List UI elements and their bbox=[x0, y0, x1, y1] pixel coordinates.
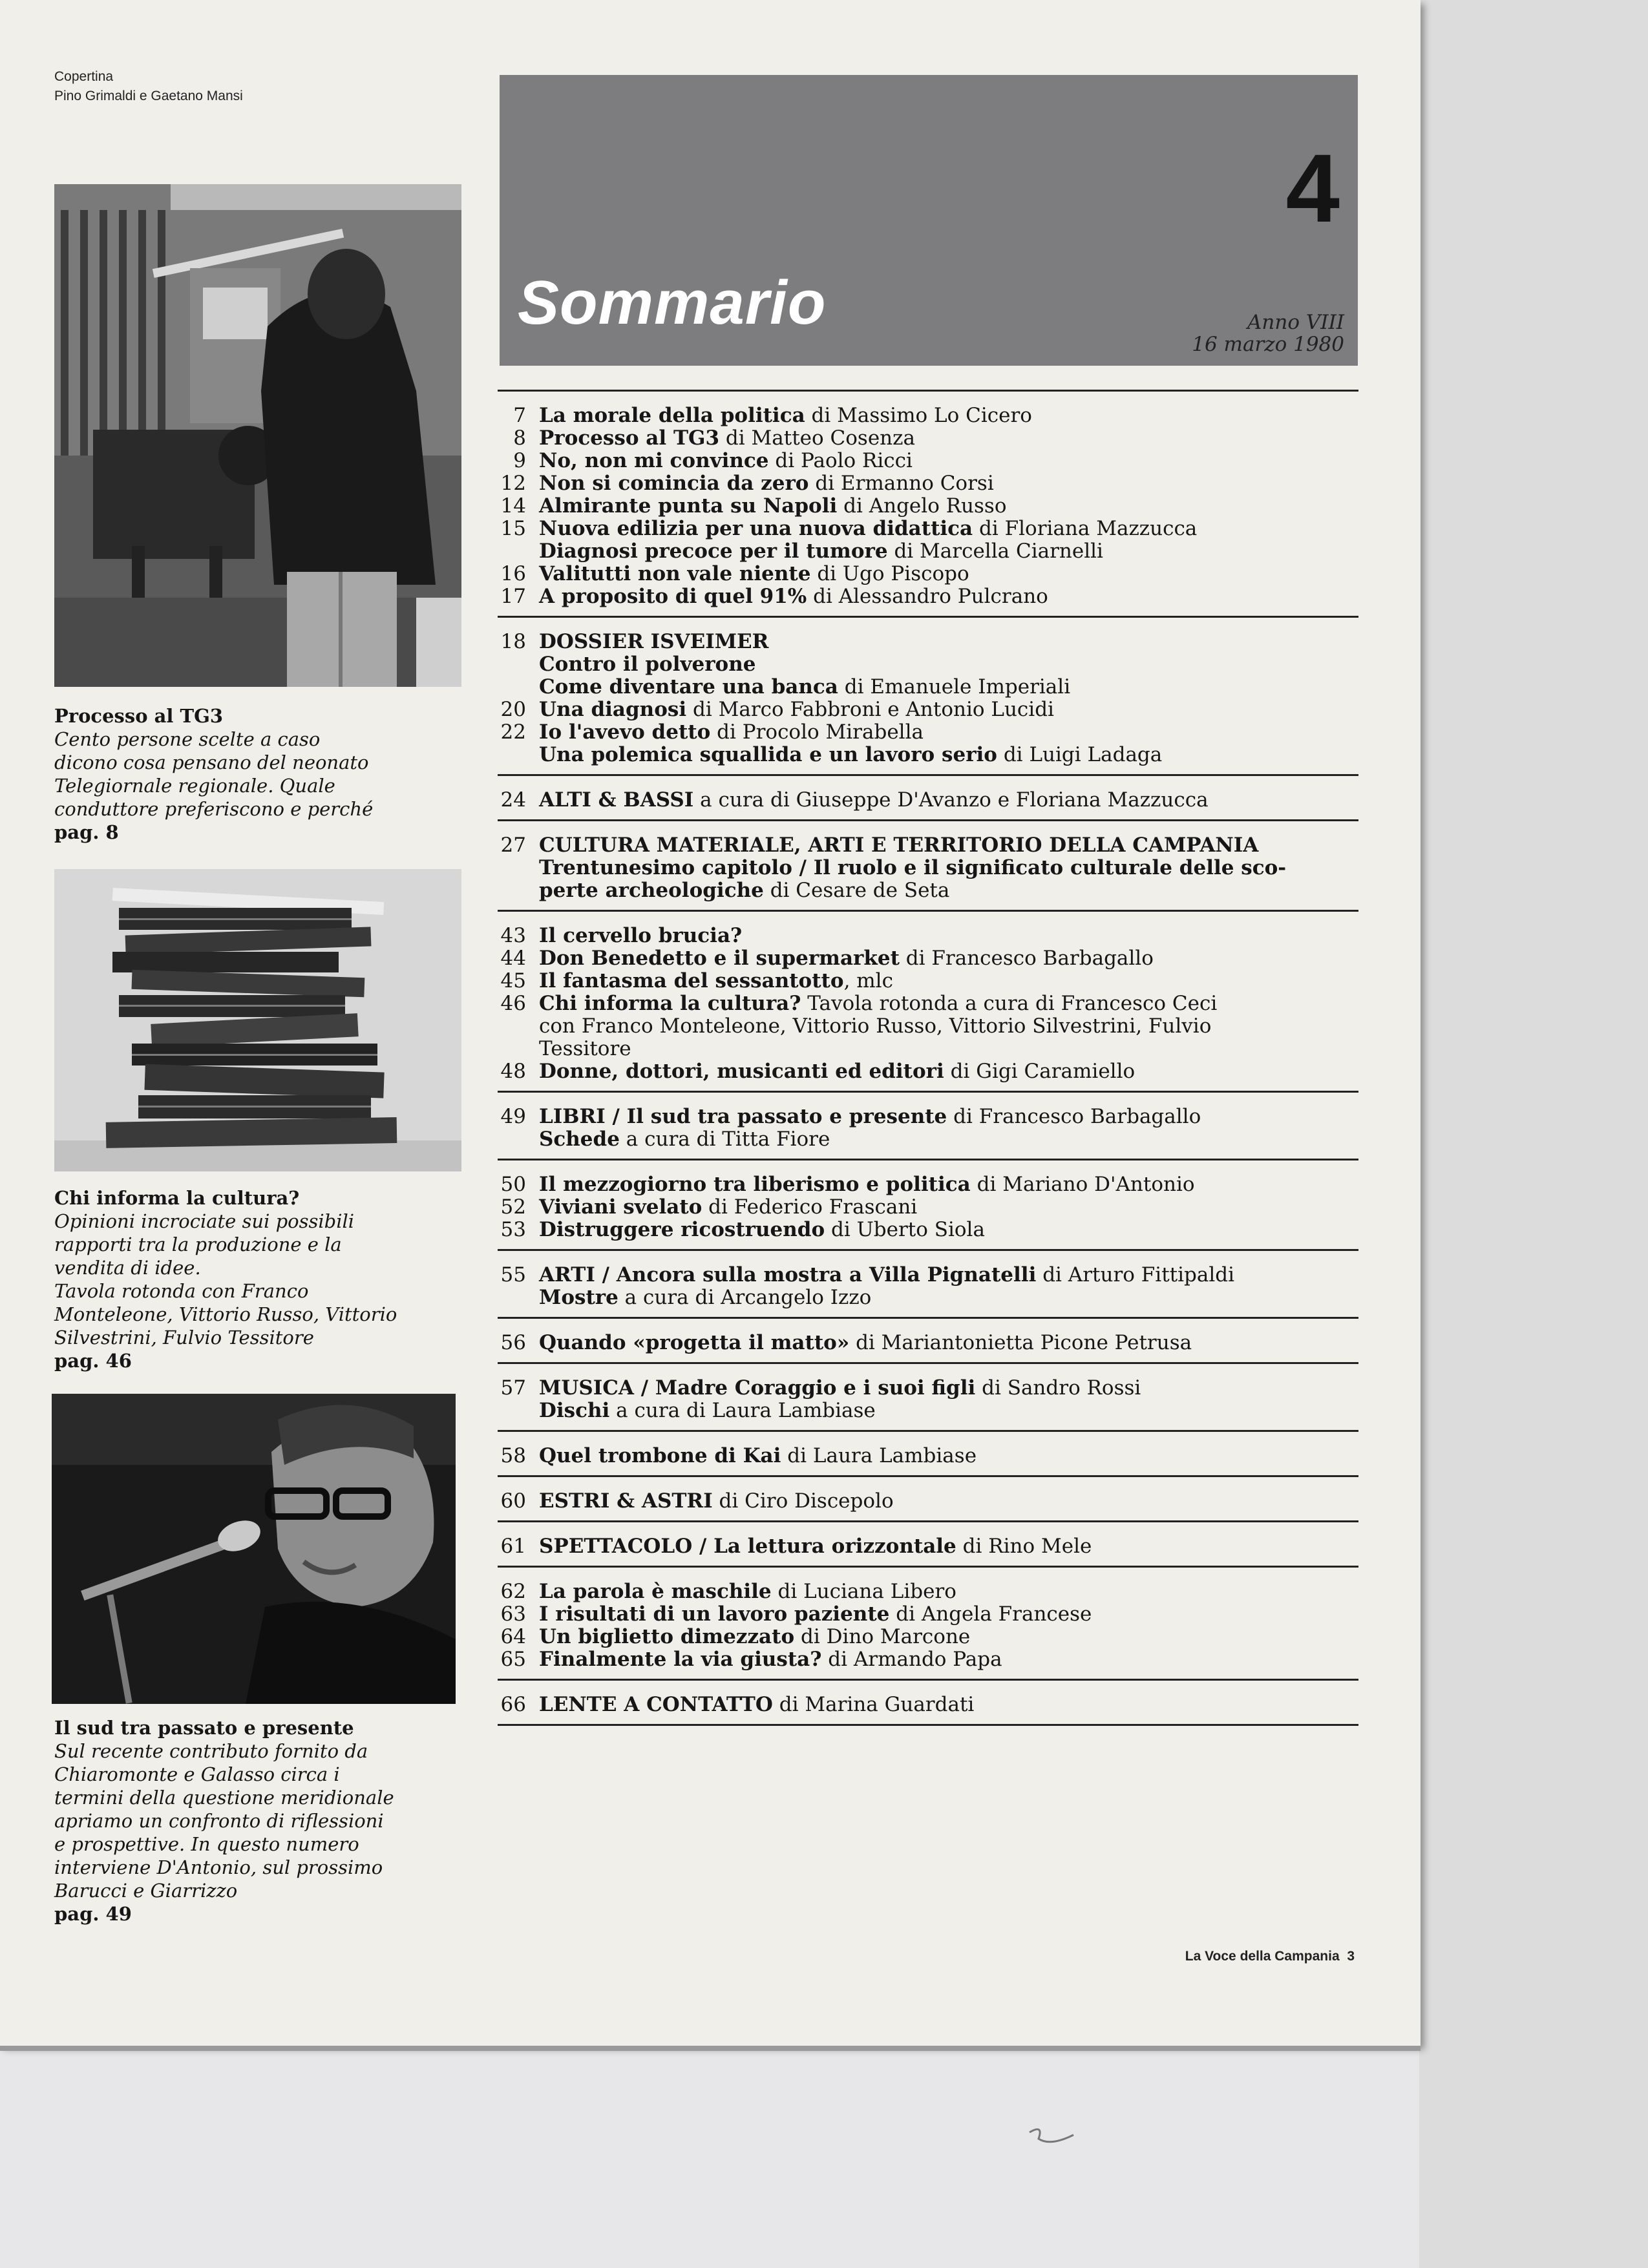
toc-entry bbox=[498, 1196, 1358, 1219]
toc-page-number: 44 bbox=[500, 947, 526, 970]
toc-section bbox=[498, 616, 1358, 774]
cover-credit bbox=[54, 67, 243, 106]
toc-article-title: Il mezzogiorno tra liberismo e politica bbox=[539, 1173, 971, 1196]
toc-section bbox=[498, 1362, 1358, 1430]
toc-entry bbox=[498, 1038, 1358, 1060]
toc-entry bbox=[498, 1535, 1358, 1558]
toc-entry bbox=[498, 925, 1358, 947]
toc-page-number: 55 bbox=[500, 1263, 526, 1286]
toc-article-title: Il cervello brucia? bbox=[539, 924, 743, 947]
toc-text bbox=[539, 404, 1358, 427]
caption-body-line: Opinioni incrociate sui possibili bbox=[54, 1210, 355, 1232]
toc-article-title: Chi informa la cultura? bbox=[539, 992, 801, 1015]
toc-article-title: Dischi bbox=[539, 1399, 610, 1422]
toc-page-number bbox=[498, 1286, 539, 1309]
toc-text bbox=[539, 925, 1358, 947]
toc-author: di Mariantonietta Picone Petrusa bbox=[849, 1331, 1192, 1354]
toc-author: di Marco Fabbroni e Antonio Lucidi bbox=[686, 698, 1054, 721]
caption-body-line: dicono cosa pensano del neonato bbox=[54, 751, 369, 773]
toc-text bbox=[539, 1173, 1358, 1196]
toc-article-title: Finalmente la via giusta? bbox=[539, 1648, 822, 1671]
toc-text bbox=[539, 834, 1358, 857]
toc-author: di Floriana Mazzucca bbox=[973, 517, 1198, 540]
toc-text bbox=[539, 1490, 1358, 1513]
toc-author: di Armando Papa bbox=[821, 1648, 1002, 1671]
toc-article-title: Schede bbox=[539, 1128, 620, 1151]
toc-article-title: Donne, dottori, musicanti ed editori bbox=[539, 1060, 944, 1083]
toc-section bbox=[498, 1566, 1358, 1679]
toc-author: a cura di Titta Fiore bbox=[619, 1128, 830, 1151]
toc-page-number bbox=[498, 653, 539, 676]
toc-section bbox=[498, 390, 1358, 616]
toc-text bbox=[539, 1648, 1358, 1671]
issue-number: 4 bbox=[1285, 134, 1340, 242]
toc-text bbox=[539, 1286, 1358, 1309]
toc-author: di Matteo Cosenza bbox=[719, 426, 915, 450]
speaker-photo bbox=[52, 1394, 456, 1704]
toc-author: di Massimo Lo Cicero bbox=[805, 404, 1032, 427]
caption-title: Chi informa la cultura? bbox=[54, 1187, 300, 1209]
toc-author: di Paolo Ricci bbox=[768, 449, 913, 472]
toc-text bbox=[539, 1694, 1358, 1716]
table-of-contents bbox=[498, 390, 1358, 1726]
toc-text bbox=[539, 631, 1358, 653]
toc-page-number bbox=[498, 540, 539, 563]
toc-article-title: Quando «progetta il matto» bbox=[539, 1331, 850, 1354]
toc-page-number: 49 bbox=[500, 1105, 526, 1128]
toc-author: di Francesco Barbagallo bbox=[899, 947, 1154, 970]
caption-page-ref: pag. 46 bbox=[54, 1350, 132, 1372]
toc-author: di Luciana Libero bbox=[771, 1580, 956, 1603]
toc-text bbox=[539, 1377, 1358, 1400]
toc-page-number: 48 bbox=[500, 1060, 526, 1083]
toc-page-number: 66 bbox=[500, 1693, 526, 1716]
tv-studio-photo bbox=[54, 184, 461, 687]
toc-author: di Cesare de Seta bbox=[763, 879, 950, 902]
toc-text bbox=[539, 585, 1358, 608]
toc-page-number: 53 bbox=[500, 1218, 526, 1241]
toc-article-title: Come diventare una banca bbox=[539, 675, 838, 698]
toc-article-title: Distruggere ricostruendo bbox=[539, 1218, 825, 1241]
toc-article-title: ESTRI & ASTRI bbox=[539, 1489, 713, 1513]
toc-entry bbox=[498, 585, 1358, 608]
toc-entry bbox=[498, 1580, 1358, 1603]
toc-page-number: 16 bbox=[500, 562, 526, 585]
toc-page-number: 15 bbox=[500, 517, 526, 540]
toc-text bbox=[539, 1060, 1358, 1083]
caption-body-line: conduttore preferiscono e perché bbox=[54, 798, 374, 820]
toc-page-number: 65 bbox=[500, 1648, 526, 1671]
toc-text bbox=[539, 1264, 1358, 1286]
page-edge bbox=[0, 2046, 1421, 2051]
toc-text bbox=[539, 1535, 1358, 1558]
toc-page-number: 8 bbox=[513, 426, 526, 450]
caption-page-ref: pag. 49 bbox=[54, 1903, 132, 1925]
caption-body-line: interviene D'Antonio, sul prossimo bbox=[54, 1856, 383, 1878]
toc-text bbox=[539, 1580, 1358, 1603]
toc-entry bbox=[498, 1626, 1358, 1648]
toc-text bbox=[539, 1626, 1358, 1648]
toc-author: di Ciro Discepolo bbox=[712, 1489, 894, 1513]
caption-body-line: Silvestrini, Fulvio Tessitore bbox=[54, 1327, 314, 1349]
toc-section bbox=[498, 1679, 1358, 1724]
toc-text bbox=[539, 1219, 1358, 1241]
toc-page-number: 57 bbox=[500, 1376, 526, 1400]
toc-author: , mlc bbox=[843, 969, 893, 992]
toc-text bbox=[539, 1038, 1358, 1060]
toc-page-number bbox=[498, 1400, 539, 1422]
toc-text bbox=[539, 450, 1358, 472]
toc-page-number: 14 bbox=[500, 494, 526, 518]
issue-year: Anno VIII bbox=[1247, 311, 1344, 334]
toc-author: di Mariano D'Antonio bbox=[970, 1173, 1195, 1196]
caption-body-line: vendita di idee. bbox=[54, 1257, 201, 1279]
caption-cultura bbox=[54, 1186, 468, 1372]
toc-page-number: 64 bbox=[500, 1625, 526, 1648]
toc-end-rule bbox=[498, 1724, 1358, 1726]
toc-author: Tessitore bbox=[539, 1037, 631, 1060]
toc-page-number: 62 bbox=[500, 1580, 526, 1603]
toc-text bbox=[539, 1400, 1358, 1422]
toc-page-number bbox=[498, 1015, 539, 1038]
toc-article-title: Non si comincia da zero bbox=[539, 472, 809, 495]
toc-article-title: Diagnosi precoce per il tumore bbox=[539, 540, 888, 563]
toc-page-number: 45 bbox=[500, 969, 526, 992]
toc-entry bbox=[498, 1173, 1358, 1196]
toc-article-title: Nuova edilizia per una nuova didattica bbox=[539, 517, 973, 540]
toc-text bbox=[539, 744, 1358, 766]
caption-sud bbox=[54, 1716, 468, 1926]
toc-page-number: 24 bbox=[500, 788, 526, 812]
toc-text bbox=[539, 721, 1358, 744]
toc-article-title: Una polemica squallida e un lavoro serio bbox=[539, 743, 997, 766]
toc-page-number bbox=[498, 744, 539, 766]
toc-entry bbox=[498, 1377, 1358, 1400]
toc-section bbox=[498, 1249, 1358, 1317]
toc-article-title: Almirante punta su Napoli bbox=[539, 494, 838, 518]
toc-text bbox=[539, 789, 1358, 812]
toc-entry bbox=[498, 1445, 1358, 1467]
caption-body-line: Telegiornale regionale. Quale bbox=[54, 775, 335, 797]
toc-author: di Dino Marcone bbox=[794, 1625, 971, 1648]
toc-text bbox=[539, 563, 1358, 585]
toc-text bbox=[539, 857, 1358, 879]
caption-body-line: e prospettive. In questo numero bbox=[54, 1833, 359, 1855]
toc-section bbox=[498, 1520, 1358, 1566]
toc-author: di Marina Guardati bbox=[772, 1693, 975, 1716]
toc-page-number: 43 bbox=[500, 924, 526, 947]
toc-author: di Ermanno Corsi bbox=[808, 472, 994, 495]
toc-entry bbox=[498, 631, 1358, 653]
toc-entry bbox=[498, 540, 1358, 563]
toc-author: a cura di Arcangelo Izzo bbox=[618, 1286, 872, 1309]
toc-author: con Franco Monteleone, Vittorio Russo, Vittorio Silvestrini, Fulvio bbox=[539, 1014, 1212, 1038]
toc-page-number: 9 bbox=[513, 449, 526, 472]
toc-author: di Federico Frascani bbox=[702, 1195, 918, 1219]
toc-article-title: No, non mi convince bbox=[539, 449, 769, 472]
toc-entry bbox=[498, 1128, 1358, 1151]
toc-section bbox=[498, 774, 1358, 819]
toc-page-number: 46 bbox=[500, 992, 526, 1015]
toc-author: di Marcella Ciarnelli bbox=[887, 540, 1103, 563]
toc-section bbox=[498, 910, 1358, 1091]
caption-body-line: Chiaromonte e Galasso circa i bbox=[54, 1763, 340, 1785]
toc-author: Tavola rotonda a cura di Francesco Ceci bbox=[801, 992, 1218, 1015]
toc-text bbox=[539, 540, 1358, 563]
toc-article-title: Quel trombone di Kai bbox=[539, 1444, 781, 1467]
toc-article-title: I risultati di un lavoro paziente bbox=[539, 1602, 890, 1626]
toc-page-number bbox=[498, 1038, 539, 1060]
toc-entry bbox=[498, 563, 1358, 585]
toc-author: di Angela Francese bbox=[889, 1602, 1092, 1626]
issue-date bbox=[1192, 311, 1344, 355]
toc-text bbox=[539, 472, 1358, 495]
toc-author: di Uberto Siola bbox=[825, 1218, 985, 1241]
toc-author: di Francesco Barbagallo bbox=[947, 1105, 1201, 1128]
toc-text bbox=[539, 676, 1358, 698]
toc-page-number bbox=[498, 676, 539, 698]
toc-entry bbox=[498, 1219, 1358, 1241]
toc-author: di Rino Mele bbox=[956, 1535, 1092, 1558]
page-footer bbox=[1185, 1949, 1355, 1964]
caption-body-line: termini della questione meridionale bbox=[54, 1787, 394, 1809]
toc-article-title: perte archeologiche bbox=[539, 879, 764, 902]
toc-page-number: 50 bbox=[500, 1173, 526, 1196]
toc-page-number: 17 bbox=[500, 585, 526, 608]
toc-page-number: 18 bbox=[500, 630, 526, 653]
toc-page-number bbox=[498, 879, 539, 902]
toc-entry bbox=[498, 518, 1358, 540]
toc-text bbox=[539, 992, 1358, 1015]
caption-body-line: Sul recente contributo fornito da bbox=[54, 1740, 368, 1762]
toc-text bbox=[539, 1332, 1358, 1354]
toc-article-title: MUSICA / Madre Coraggio e i suoi figli bbox=[539, 1376, 976, 1400]
toc-article-title: Mostre bbox=[539, 1286, 618, 1309]
toc-text bbox=[539, 947, 1358, 970]
toc-article-title: CULTURA MATERIALE, ARTI E TERRITORIO DELLA CAMPANIA bbox=[539, 834, 1259, 857]
toc-author: di Luigi Ladaga bbox=[997, 743, 1163, 766]
toc-page-number: 58 bbox=[500, 1444, 526, 1467]
toc-entry bbox=[498, 857, 1358, 879]
toc-article-title: La parola è maschile bbox=[539, 1580, 772, 1603]
toc-section bbox=[498, 1430, 1358, 1475]
caption-body-line: Barucci e Giarrizzo bbox=[54, 1880, 238, 1902]
toc-page-number: 61 bbox=[500, 1535, 526, 1558]
toc-entry bbox=[498, 1015, 1358, 1038]
caption-body-line: Monteleone, Vittorio Russo, Vittorio bbox=[54, 1303, 397, 1325]
toc-entry bbox=[498, 1332, 1358, 1354]
toc-article-title: Il fantasma del sessantotto bbox=[539, 969, 844, 992]
cover-credit-names: Pino Grimaldi e Gaetano Mansi bbox=[54, 89, 243, 103]
toc-entry bbox=[498, 472, 1358, 495]
toc-article-title: Don Benedetto e il supermarket bbox=[539, 947, 900, 970]
toc-entry bbox=[498, 653, 1358, 676]
pen-mark bbox=[1024, 2121, 1079, 2153]
toc-entry bbox=[498, 744, 1358, 766]
caption-title: Processo al TG3 bbox=[54, 705, 224, 727]
toc-article-title: DOSSIER ISVEIMER bbox=[539, 630, 769, 653]
toc-page-number: 56 bbox=[500, 1331, 526, 1354]
toc-entry bbox=[498, 1060, 1358, 1083]
toc-article-title: ALTI & BASSI bbox=[539, 788, 694, 812]
toc-article-title: Un biglietto dimezzato bbox=[539, 1625, 795, 1648]
toc-section bbox=[498, 819, 1358, 910]
toc-section bbox=[498, 1159, 1358, 1249]
toc-text bbox=[539, 879, 1358, 902]
toc-page-number: 27 bbox=[500, 834, 526, 857]
caption-body-line: apriamo un confronto di riflessioni bbox=[54, 1810, 384, 1832]
toc-article-title: Viviani svelato bbox=[539, 1195, 703, 1219]
caption-tg3 bbox=[54, 704, 468, 844]
publication-name: La Voce della Campania bbox=[1185, 1949, 1340, 1964]
toc-entry bbox=[498, 698, 1358, 721]
toc-text bbox=[539, 495, 1358, 518]
toc-entry bbox=[498, 1603, 1358, 1626]
toc-text bbox=[539, 518, 1358, 540]
toc-page-number: 12 bbox=[500, 472, 526, 495]
toc-entry bbox=[498, 947, 1358, 970]
toc-text bbox=[539, 1015, 1358, 1038]
toc-section bbox=[498, 1475, 1358, 1520]
page-number: 3 bbox=[1347, 1949, 1355, 1964]
toc-text bbox=[539, 1445, 1358, 1467]
toc-text bbox=[539, 698, 1358, 721]
toc-page-number: 63 bbox=[500, 1602, 526, 1626]
toc-entry bbox=[498, 789, 1358, 812]
toc-author: a cura di Laura Lambiase bbox=[609, 1399, 876, 1422]
toc-text bbox=[539, 1603, 1358, 1626]
toc-author: di Arturo Fittipaldi bbox=[1036, 1263, 1235, 1286]
toc-entry bbox=[498, 495, 1358, 518]
toc-author: di Ugo Piscopo bbox=[810, 562, 969, 585]
toc-entry bbox=[498, 1400, 1358, 1422]
toc-author: di Laura Lambiase bbox=[781, 1444, 977, 1467]
caption-body-line: Tavola rotonda con Franco bbox=[54, 1280, 309, 1302]
toc-entry bbox=[498, 450, 1358, 472]
toc-text bbox=[539, 1128, 1358, 1151]
toc-article-title: Una diagnosi bbox=[539, 698, 687, 721]
toc-author: di Emanuele Imperiali bbox=[838, 675, 1071, 698]
toc-text bbox=[539, 1106, 1358, 1128]
toc-page-number: 52 bbox=[500, 1195, 526, 1219]
toc-author: a cura di Giuseppe D'Avanzo e Floriana Mazzucca bbox=[693, 788, 1209, 812]
toc-entry bbox=[498, 404, 1358, 427]
toc-author: di Sandro Rossi bbox=[975, 1376, 1141, 1400]
cover-credit-label: Copertina bbox=[54, 69, 114, 84]
toc-text bbox=[539, 427, 1358, 450]
toc-article-title: Contro il polverone bbox=[539, 653, 756, 676]
caption-body-line: rapporti tra la produzione e la bbox=[54, 1234, 342, 1255]
caption-page-ref: pag. 8 bbox=[54, 821, 119, 843]
toc-page-number: 22 bbox=[500, 720, 526, 744]
toc-entry bbox=[498, 1264, 1358, 1286]
toc-article-title: LENTE A CONTATTO bbox=[539, 1693, 773, 1716]
caption-body-line: Cento persone scelte a caso bbox=[54, 728, 321, 750]
toc-text bbox=[539, 1196, 1358, 1219]
toc-article-title: Trentunesimo capitolo / Il ruolo e il significato culturale delle sco- bbox=[539, 856, 1287, 879]
toc-article-title: A proposito di quel 91% bbox=[539, 585, 807, 608]
toc-page-number: 60 bbox=[500, 1489, 526, 1513]
toc-author: di Angelo Russo bbox=[837, 494, 1007, 518]
toc-entry bbox=[498, 1106, 1358, 1128]
toc-section bbox=[498, 1317, 1358, 1362]
toc-entry bbox=[498, 834, 1358, 857]
scan-margin bbox=[1419, 0, 1648, 2268]
toc-article-title: LIBRI / Il sud tra passato e presente bbox=[539, 1105, 947, 1128]
toc-text bbox=[539, 970, 1358, 992]
toc-article-title: La morale della politica bbox=[539, 404, 805, 427]
toc-article-title: Io l'avevo detto bbox=[539, 720, 711, 744]
toc-article-title: Processo al TG3 bbox=[539, 426, 720, 450]
toc-page-number: 20 bbox=[500, 698, 526, 721]
toc-author: di Procolo Mirabella bbox=[710, 720, 924, 744]
toc-article-title: ARTI / Ancora sulla mostra a Villa Pignatelli bbox=[539, 1263, 1037, 1286]
book-stack-photo bbox=[54, 869, 461, 1171]
issue-day: 16 marzo 1980 bbox=[1192, 333, 1344, 356]
toc-text bbox=[539, 653, 1358, 676]
toc-entry bbox=[498, 992, 1358, 1015]
toc-page-number: 7 bbox=[513, 404, 526, 427]
toc-author: di Alessandro Pulcrano bbox=[807, 585, 1048, 608]
page-title: Sommario bbox=[518, 268, 827, 337]
toc-entry bbox=[498, 1286, 1358, 1309]
toc-entry bbox=[498, 970, 1358, 992]
toc-entry bbox=[498, 721, 1358, 744]
toc-entry bbox=[498, 879, 1358, 902]
toc-entry bbox=[498, 676, 1358, 698]
toc-article-title: Valitutti non vale niente bbox=[539, 562, 811, 585]
toc-article-title: SPETTACOLO / La lettura orizzontale bbox=[539, 1535, 956, 1558]
caption-title: Il sud tra passato e presente bbox=[54, 1717, 354, 1739]
toc-entry bbox=[498, 1694, 1358, 1716]
toc-entry bbox=[498, 1648, 1358, 1671]
toc-entry bbox=[498, 427, 1358, 450]
toc-author: di Gigi Caramiello bbox=[944, 1060, 1136, 1083]
toc-page-number bbox=[498, 1128, 539, 1151]
toc-page-number bbox=[498, 857, 539, 879]
toc-entry bbox=[498, 1490, 1358, 1513]
toc-section bbox=[498, 1091, 1358, 1159]
